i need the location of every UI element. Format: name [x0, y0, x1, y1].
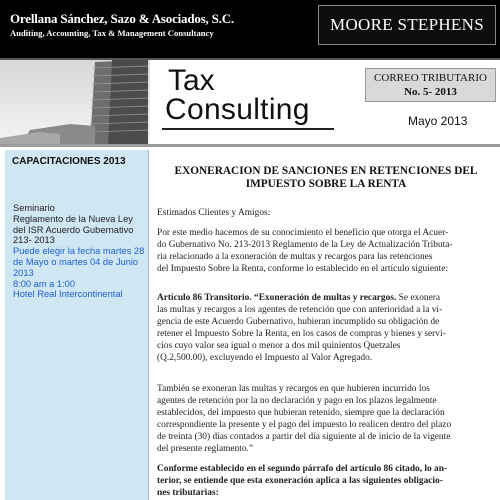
paragraph-line: agentes de retención por la no declaración y pago en los plazos legalmente	[157, 395, 437, 406]
paragraph-line: terior, se entiende que esta exoneración aplica a las siguientes obligacio-	[157, 475, 443, 486]
issue-box	[365, 68, 496, 102]
sidebar-line: Seminario	[13, 203, 55, 213]
sidebar-line: 213- 2013	[13, 235, 55, 246]
building-photo	[0, 60, 150, 146]
firm-name: Orellana Sánchez, Sazo & Asociados, S.C.	[10, 11, 234, 26]
paragraph-line: retener el Impuesto Sobre la Renta, en los casos de compras y bienes y servi-	[157, 328, 446, 339]
paragraph-line: Conforme establecido en el segundo párrafo del artículo 86 citado, lo an-	[157, 464, 448, 474]
firm-tagline: Auditing, Accounting, Tax & Management Consultancy	[10, 28, 214, 38]
paragraph-line: También se exoneran las multas y recargos en que hubieren incurrido los	[157, 384, 430, 394]
paragraph-line: Por este medio hacemos de su conocimiento el beneficio que otorga el Acuer-	[157, 228, 449, 238]
paragraph-line: establecidos, del impuesto que hubieran retenido, siempre que la declaración	[157, 407, 445, 418]
seminar-info	[13, 203, 147, 300]
header-divider	[0, 144, 500, 147]
paragraph-line: las multas y recargos a los agentes de retención que con anterioridad a la vi-	[157, 304, 443, 315]
title-tax: Tax	[168, 64, 215, 97]
brand-logo	[318, 5, 496, 45]
article-title-line: EXONERACION DE SANCIONES EN RETENCIONES DEL	[174, 165, 478, 177]
paragraph-line: de treinta (30) días contados a partir del día siguiente al de inicio de la vigente	[157, 431, 451, 442]
sidebar-date-line: de Mayo o martes 04 de Junio	[13, 256, 139, 267]
paragraph-line: do Gubernativo No. 213-2013 Reglamento de la Ley de Actualización Tributa-	[157, 239, 453, 250]
article-title	[157, 165, 495, 191]
paragraph-line: correspondiente la presente y el pago del impuesto lo realicen dentro del plazo	[157, 419, 452, 430]
paragraph-exoneration	[157, 384, 495, 455]
paragraph-article-86	[157, 293, 495, 364]
greeting	[157, 208, 495, 220]
greeting-text: Estimados Clientes y Amigos:	[157, 208, 271, 218]
paragraph-line: ria relacionado a la exoneración de multas y recargos para las retenciones	[157, 251, 433, 262]
article	[157, 150, 495, 500]
top-banner	[0, 0, 500, 60]
brand-name: MOORE STEPHENS	[330, 15, 484, 34]
title-underline	[162, 128, 334, 130]
sidebar-trainings	[5, 150, 149, 500]
sidebar-date-line: Puede elegir la fecha martes 28	[13, 246, 145, 257]
newsletter-header	[0, 60, 500, 146]
paragraph-line: nes tributarias:	[157, 487, 219, 498]
paragraph-line: del presente reglamento.”	[157, 443, 254, 454]
issue-number: No. 5- 2013	[404, 86, 457, 98]
article-86-heading: Artículo 86 Transitorio. “Exoneración de multas y recargos.	[157, 293, 397, 303]
sidebar-time-line: 8:00 am a 1:00	[13, 278, 76, 289]
issue-date: Mayo 2013	[408, 114, 468, 128]
sidebar-venue-line: Hotel Real Intercontinental	[13, 289, 123, 300]
sidebar-title: CAPACITACIONES 2013	[12, 156, 126, 167]
sidebar-line: del ISR Acuerdo Gubernativo	[13, 224, 134, 235]
article-title-line: IMPUESTO SOBRE LA RENTA	[245, 178, 407, 190]
paragraph-line	[157, 293, 495, 305]
paragraph-line: (Q.2,500.00), excluyendo el Impuesto al Valor Agregado.	[157, 352, 373, 363]
title-consulting: Consulting	[165, 93, 310, 126]
issue-type: CORREO TRIBUTARIO	[374, 72, 487, 84]
sidebar-date-line: 2013	[13, 267, 34, 278]
paragraph-line: cios cuyo valor sea igual o menor a dos mil quinientos Quetzales	[157, 340, 401, 351]
paragraph-line: del Impuesto Sobre la Renta, conforme lo establecido en el artículo siguiente:	[157, 263, 449, 274]
article-86-lead: Se exonera	[396, 293, 441, 303]
sidebar-line: Reglamento de la Nueva Ley	[13, 213, 133, 224]
paragraph-conclusion	[157, 464, 495, 500]
paragraph-intro	[157, 228, 495, 276]
paragraph-line: gencia de este Acuerdo Gubernativo, hubieran incumplido su obligación de	[157, 316, 440, 327]
